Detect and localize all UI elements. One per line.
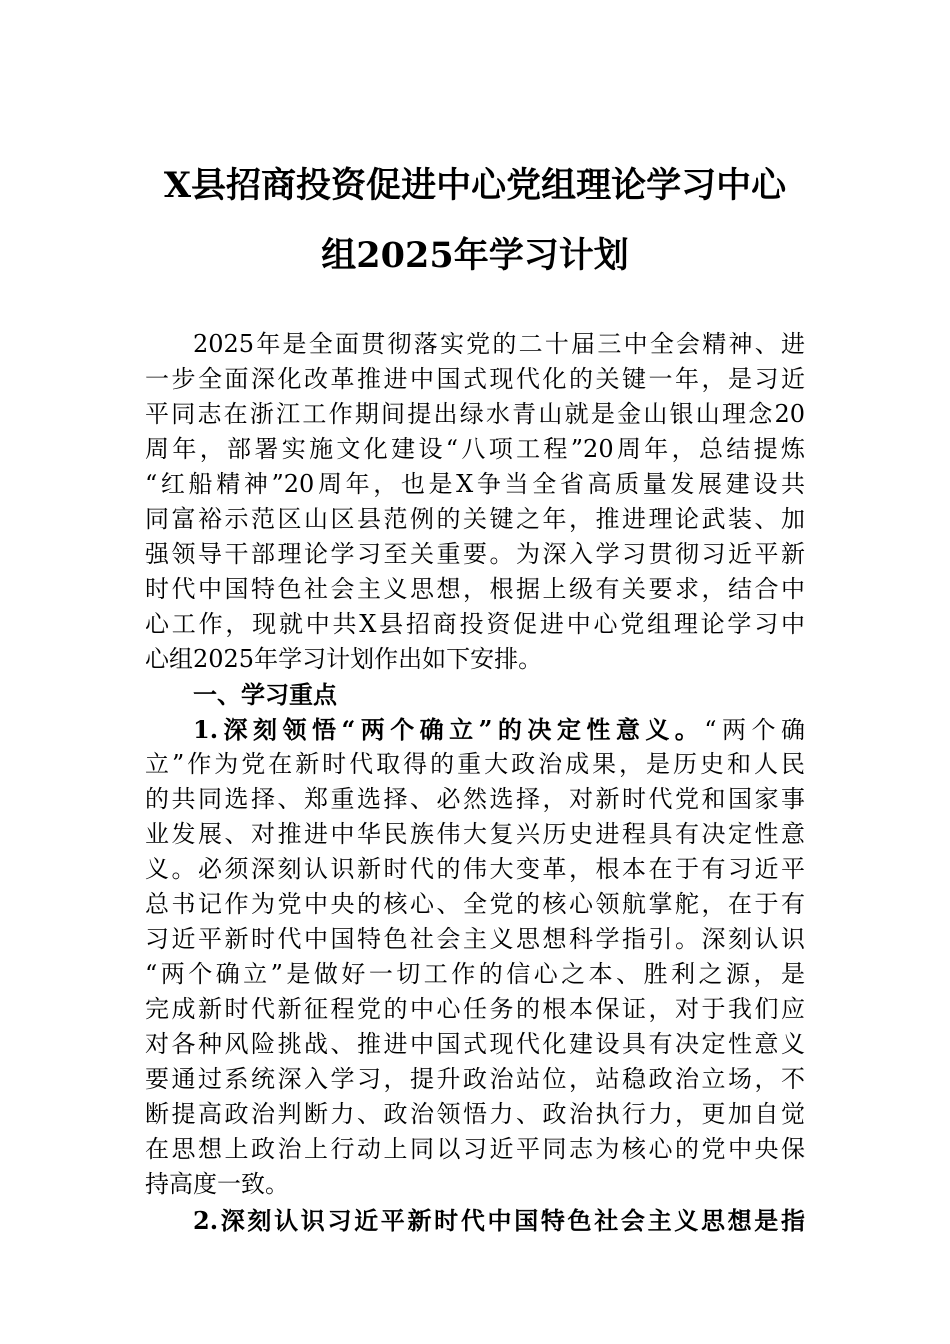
item1-line: 在思想上政治上行动上同以习近平同志为核心的党中央保	[145, 1135, 805, 1163]
section-heading: 一、学习重点	[193, 680, 337, 709]
item1-first-line	[145, 713, 805, 747]
intro-line: 同富裕示范区山区县范例的关键之年，推进理论武装、加	[145, 505, 805, 533]
item1-line: 对各种风险挑战、推进中国式现代化建设具有决定性意义	[145, 1030, 805, 1058]
intro-line: “红船精神”20周年，也是X争当全省高质量发展建设共	[145, 470, 805, 498]
document-title-line-2: 组2025年学习计划	[321, 235, 629, 276]
intro-line: 平同志在浙江工作期间提出绿水青山就是金山银山理念20	[145, 400, 805, 428]
item1-line: 完成新时代新征程党的中心任务的根本保证，对于我们应	[145, 995, 805, 1023]
item1-line: 总书记作为党中央的核心、全党的核心领航掌舵，在于有	[145, 890, 805, 918]
item1-line: 习近平新时代中国特色社会主义思想科学指引。深刻认识	[145, 925, 805, 953]
item1-line: 要通过系统深入学习，提升政治站位，站稳政治立场，不	[145, 1065, 805, 1093]
item1-line: “两个确立”是做好一切工作的信心之本、胜利之源，是	[145, 960, 805, 988]
item1-line: 业发展、对推进中华民族伟大复兴历史进程具有决定性意	[145, 820, 805, 848]
intro-line: 2025年是全面贯彻落实党的二十届三中全会精神、进	[193, 330, 805, 358]
intro-line: 一步全面深化改革推进中国式现代化的关键一年，是习近	[145, 365, 805, 393]
item1-line: 持高度一致。	[145, 1170, 289, 1198]
intro-line: 时代中国特色社会主义思想，根据上级有关要求，结合中	[145, 575, 805, 603]
item1-bold-heading: 1.深刻领悟“两个确立”的决定性意义。	[193, 715, 705, 744]
document-title-line-1: X县招商投资促进中心党组理论学习中心	[163, 165, 787, 206]
intro-line: 心工作，现就中共X县招商投资促进中心党组理论学习中	[145, 610, 805, 638]
item1-line: 的共同选择、郑重选择、必然选择，对新时代党和国家事	[145, 785, 805, 813]
item1-line: 义。必须深刻认识新时代的伟大变革，根本在于有习近平	[145, 855, 805, 883]
item1-line: 断提高政治判断力、政治领悟力、政治执行力，更加自觉	[145, 1100, 805, 1128]
item2-heading-partial: 2.深刻认识习近平新时代中国特色社会主义思想是指	[193, 1206, 805, 1235]
intro-line: 心组2025年学习计划作出如下安排。	[145, 645, 543, 673]
intro-line: 强领导干部理论学习至关重要。为深入学习贯彻习近平新	[145, 540, 805, 568]
intro-line: 周年，部署实施文化建设“八项工程”20周年，总结提炼	[145, 435, 805, 463]
item1-line: 立”作为党在新时代取得的重大政治成果，是历史和人民	[145, 750, 805, 778]
item1-first-rest: “两个确	[704, 716, 805, 744]
